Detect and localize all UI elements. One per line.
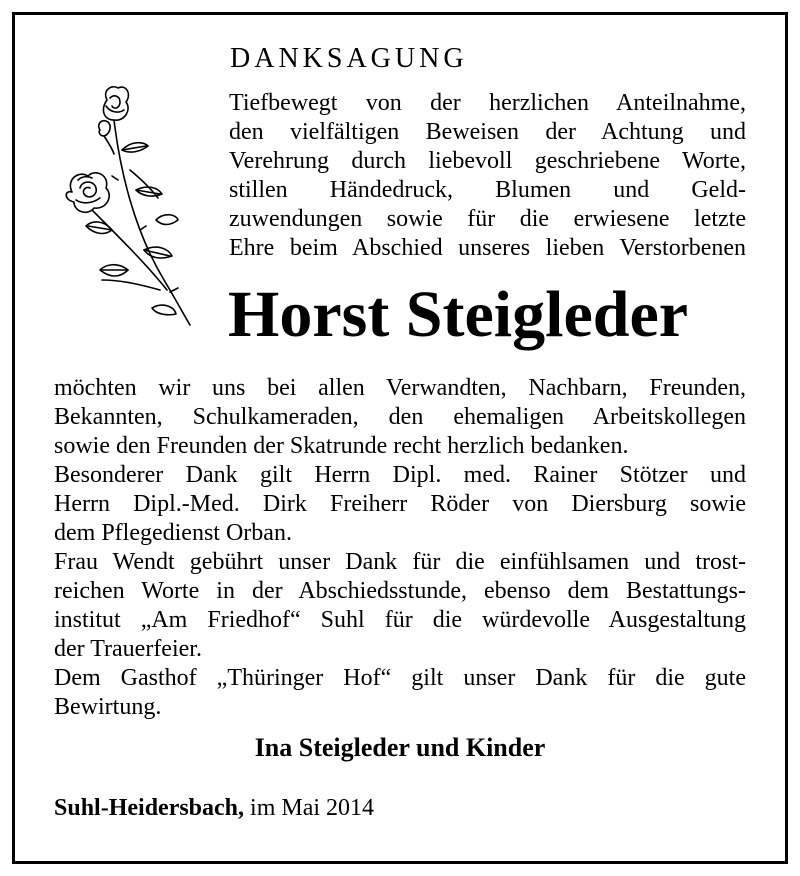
rose-flower-icon <box>52 80 202 330</box>
body-line: dem Pflegedienst Orban. <box>54 520 292 546</box>
body-line: der Trauerfeier. <box>54 636 202 662</box>
intro-paragraph <box>229 89 746 263</box>
intro-line: Verehrung durch liebevoll geschriebene Worte, <box>229 148 746 174</box>
signature: Ina Steigleder und Kinder <box>254 733 546 762</box>
date-text: im Mai 2014 <box>250 795 375 821</box>
body-line: Herrn Dipl.-Med. Dirk Freiherr Röder von Diersburg sowie <box>54 491 746 517</box>
deceased-name: Horst Steigleder <box>228 278 689 351</box>
body-line: Frau Wendt gebührt unser Dank für die einfühlsamen und trost- <box>54 549 746 575</box>
body-line: reichen Worte in der Abschiedsstunde, ebenso dem Bestattungs- <box>54 578 746 604</box>
intro-line: Tiefbewegt von der herzlichen Anteilnahme, <box>229 90 746 116</box>
body-line: Besonderer Dank gilt Herrn Dipl. med. Rainer Stötzer und <box>54 462 746 488</box>
body-line: sowie den Freunden der Skatrunde recht herzlich bedanken. <box>54 433 629 459</box>
body-line: institut „Am Friedhof“ Suhl für die würdevolle Ausgestaltung <box>54 607 746 633</box>
intro-line: den vielfältigen Beweisen der Achtung und <box>229 119 746 145</box>
body-line: möchten wir uns bei allen Verwandten, Nachbarn, Freunden, <box>54 375 746 401</box>
body-paragraph <box>54 374 746 722</box>
intro-line: Ehre beim Abschied unseres lieben Verstorbenen <box>229 235 746 261</box>
intro-line: zuwendungen sowie für die erwiesene letzte <box>229 206 746 232</box>
notice-title: DANKSAGUNG <box>230 43 468 74</box>
body-line: Dem Gasthof „Thüringer Hof“ gilt unser Dank für die gute <box>54 665 746 691</box>
place-name: Suhl-Heidersbach, <box>54 795 245 821</box>
intro-line: stillen Händedruck, Blumen und Geld- <box>229 177 746 203</box>
place-date-line <box>54 794 374 823</box>
body-line: Bewirtung. <box>54 694 162 720</box>
body-line: Bekannten, Schulkameraden, den ehemaligen Arbeitskollegen <box>54 404 746 430</box>
